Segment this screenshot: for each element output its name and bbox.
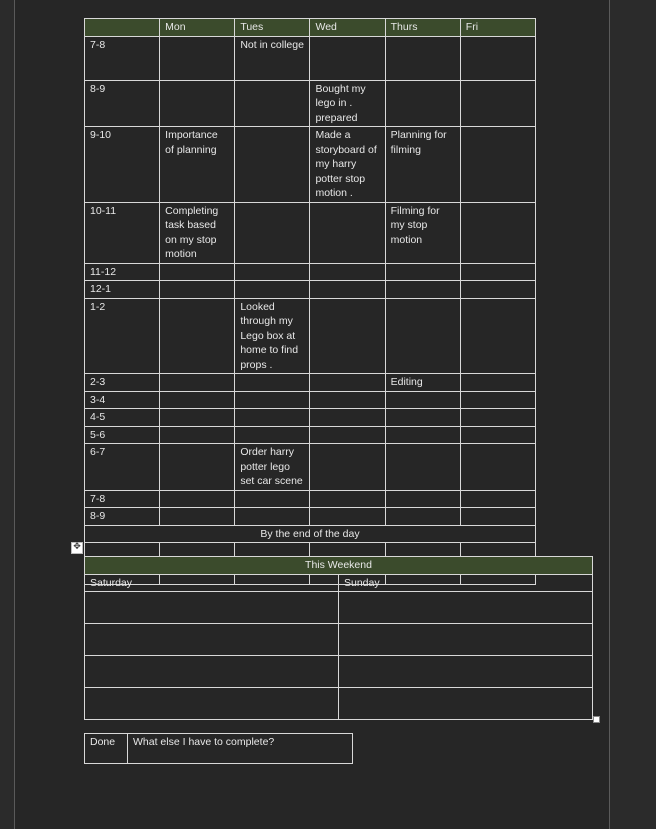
schedule-row xyxy=(85,127,536,203)
schedule-cell[interactable] xyxy=(310,409,385,427)
schedule-cell[interactable]: Filming for my stop motion xyxy=(385,202,460,263)
schedule-cell[interactable] xyxy=(235,281,310,299)
schedule-cell[interactable] xyxy=(235,409,310,427)
schedule-cell[interactable] xyxy=(460,127,535,203)
schedule-row xyxy=(85,391,536,409)
time-cell[interactable]: 11-12 xyxy=(85,263,160,281)
weekend-cell[interactable] xyxy=(85,624,339,656)
schedule-cell[interactable] xyxy=(385,36,460,80)
blank-cell[interactable] xyxy=(460,543,535,557)
schedule-cell[interactable] xyxy=(385,263,460,281)
done-table[interactable] xyxy=(84,733,353,764)
end-of-day-blank-row xyxy=(85,543,536,557)
weekend-title[interactable]: This Weekend xyxy=(85,557,593,575)
schedule-row xyxy=(85,36,536,80)
time-cell[interactable]: 8-9 xyxy=(85,508,160,526)
schedule-cell[interactable] xyxy=(460,298,535,374)
schedule-cell[interactable] xyxy=(385,281,460,299)
blank-cell[interactable] xyxy=(310,543,385,557)
schedule-cell[interactable]: Completing task based on my stop motion xyxy=(160,202,235,263)
schedule-row xyxy=(85,444,536,491)
schedule-cell[interactable]: Bought my lego in . prepared xyxy=(310,80,385,127)
schedule-cell[interactable] xyxy=(235,391,310,409)
schedule-cell[interactable] xyxy=(235,490,310,508)
weekend-cell[interactable] xyxy=(339,656,593,688)
schedule-cell[interactable] xyxy=(310,490,385,508)
page-edge-right xyxy=(609,0,610,829)
time-cell[interactable]: 7-8 xyxy=(85,36,160,80)
schedule-cell[interactable]: Planning for filming xyxy=(385,127,460,203)
schedule-cell[interactable] xyxy=(160,263,235,281)
weekend-days-row xyxy=(85,574,593,592)
schedule-cell[interactable] xyxy=(460,263,535,281)
what-else-question[interactable]: What else I have to complete? xyxy=(128,734,353,764)
schedule-cell[interactable] xyxy=(160,281,235,299)
schedule-cell[interactable] xyxy=(160,409,235,427)
schedule-row xyxy=(85,426,536,444)
schedule-cell[interactable] xyxy=(235,202,310,263)
schedule-row xyxy=(85,80,536,127)
weekend-row xyxy=(85,592,593,624)
schedule-cell[interactable] xyxy=(460,281,535,299)
weekly-schedule-table[interactable] xyxy=(84,18,536,585)
schedule-cell[interactable] xyxy=(160,444,235,491)
schedule-cell[interactable] xyxy=(235,508,310,526)
weekend-cell[interactable] xyxy=(339,624,593,656)
header-day-fri[interactable]: Fri xyxy=(460,19,535,37)
weekend-row xyxy=(85,688,593,720)
time-cell[interactable]: 5-6 xyxy=(85,426,160,444)
schedule-cell[interactable] xyxy=(235,426,310,444)
weekend-cell[interactable] xyxy=(85,592,339,624)
time-cell[interactable]: 4-5 xyxy=(85,409,160,427)
schedule-cell[interactable]: Not in college xyxy=(235,36,310,80)
header-day-tues[interactable]: Tues xyxy=(235,19,310,37)
schedule-row xyxy=(85,490,536,508)
weekend-cell[interactable] xyxy=(339,592,593,624)
blank-cell[interactable] xyxy=(235,543,310,557)
schedule-cell[interactable] xyxy=(385,490,460,508)
schedule-cell[interactable]: Made a storyboard of my harry potter stop motion . xyxy=(310,127,385,203)
end-of-day-label[interactable]: By the end of the day xyxy=(85,525,536,543)
schedule-cell[interactable] xyxy=(160,426,235,444)
schedule-cell[interactable] xyxy=(310,444,385,491)
header-day-mon[interactable]: Mon xyxy=(160,19,235,37)
schedule-cell[interactable] xyxy=(385,298,460,374)
schedule-cell[interactable] xyxy=(385,409,460,427)
schedule-cell[interactable] xyxy=(160,490,235,508)
weekend-header-row xyxy=(85,557,593,575)
schedule-row xyxy=(85,281,536,299)
schedule-cell[interactable]: Order harry potter lego set car scene xyxy=(235,444,310,491)
schedule-cell[interactable] xyxy=(310,508,385,526)
schedule-header-row xyxy=(85,19,536,37)
schedule-row xyxy=(85,263,536,281)
weekend-cell[interactable] xyxy=(85,688,339,720)
schedule-cell[interactable] xyxy=(160,298,235,374)
schedule-cell[interactable] xyxy=(460,409,535,427)
schedule-cell[interactable] xyxy=(460,36,535,80)
blank-cell[interactable] xyxy=(85,543,160,557)
schedule-cell[interactable] xyxy=(460,508,535,526)
time-cell[interactable]: 12-1 xyxy=(85,281,160,299)
schedule-cell[interactable]: Importance of planning xyxy=(160,127,235,203)
schedule-cell[interactable] xyxy=(460,374,535,392)
table-move-handle-icon[interactable]: ✥ xyxy=(71,542,83,554)
table-resize-handle[interactable] xyxy=(593,716,600,723)
end-of-day-row xyxy=(85,525,536,543)
time-cell[interactable]: 9-10 xyxy=(85,127,160,203)
schedule-cell[interactable] xyxy=(235,374,310,392)
schedule-cell[interactable] xyxy=(310,426,385,444)
schedule-row xyxy=(85,202,536,263)
done-row xyxy=(85,734,353,764)
schedule-cell[interactable] xyxy=(160,36,235,80)
schedule-cell[interactable] xyxy=(385,80,460,127)
schedule-cell[interactable] xyxy=(160,374,235,392)
schedule-row xyxy=(85,374,536,392)
time-cell[interactable]: 10-11 xyxy=(85,202,160,263)
time-cell[interactable]: 2-3 xyxy=(85,374,160,392)
schedule-cell[interactable] xyxy=(385,444,460,491)
schedule-cell[interactable] xyxy=(460,490,535,508)
schedule-cell[interactable] xyxy=(310,36,385,80)
schedule-row xyxy=(85,298,536,374)
weekend-row xyxy=(85,624,593,656)
time-cell[interactable]: 6-7 xyxy=(85,444,160,491)
time-cell[interactable]: 8-9 xyxy=(85,80,160,127)
schedule-cell[interactable] xyxy=(460,426,535,444)
header-day-wed[interactable]: Wed xyxy=(310,19,385,37)
schedule-cell[interactable] xyxy=(460,202,535,263)
blank-cell[interactable] xyxy=(385,543,460,557)
schedule-cell[interactable] xyxy=(160,80,235,127)
saturday-label[interactable]: Saturday xyxy=(85,574,339,592)
schedule-cell[interactable]: Looked through my Lego box at home to find props . xyxy=(235,298,310,374)
schedule-cell[interactable] xyxy=(235,80,310,127)
schedule-row xyxy=(85,409,536,427)
schedule-cell[interactable] xyxy=(310,298,385,374)
schedule-cell[interactable] xyxy=(385,508,460,526)
sunday-label[interactable]: Sunday xyxy=(339,574,593,592)
schedule-cell[interactable] xyxy=(310,202,385,263)
page-edge-left xyxy=(14,0,15,829)
weekend-table[interactable] xyxy=(84,556,593,720)
done-label[interactable]: Done xyxy=(85,734,128,764)
schedule-cell[interactable] xyxy=(310,263,385,281)
blank-cell[interactable] xyxy=(160,543,235,557)
schedule-cell[interactable] xyxy=(235,127,310,203)
weekend-cell[interactable] xyxy=(339,688,593,720)
header-day-thurs[interactable]: Thurs xyxy=(385,19,460,37)
schedule-cell[interactable] xyxy=(310,374,385,392)
schedule-cell[interactable] xyxy=(235,263,310,281)
schedule-cell[interactable] xyxy=(460,444,535,491)
time-cell[interactable]: 1-2 xyxy=(85,298,160,374)
schedule-cell[interactable] xyxy=(160,508,235,526)
time-cell[interactable]: 3-4 xyxy=(85,391,160,409)
schedule-row xyxy=(85,508,536,526)
schedule-cell[interactable] xyxy=(460,80,535,127)
weekend-row xyxy=(85,656,593,688)
schedule-cell[interactable]: Editing xyxy=(385,374,460,392)
time-cell[interactable]: 7-8 xyxy=(85,490,160,508)
schedule-cell[interactable] xyxy=(310,391,385,409)
schedule-cell[interactable] xyxy=(460,391,535,409)
schedule-cell[interactable] xyxy=(310,281,385,299)
schedule-cell[interactable] xyxy=(160,391,235,409)
schedule-cell[interactable] xyxy=(385,391,460,409)
schedule-cell[interactable] xyxy=(385,426,460,444)
header-time-cell[interactable] xyxy=(85,19,160,37)
weekend-cell[interactable] xyxy=(85,656,339,688)
